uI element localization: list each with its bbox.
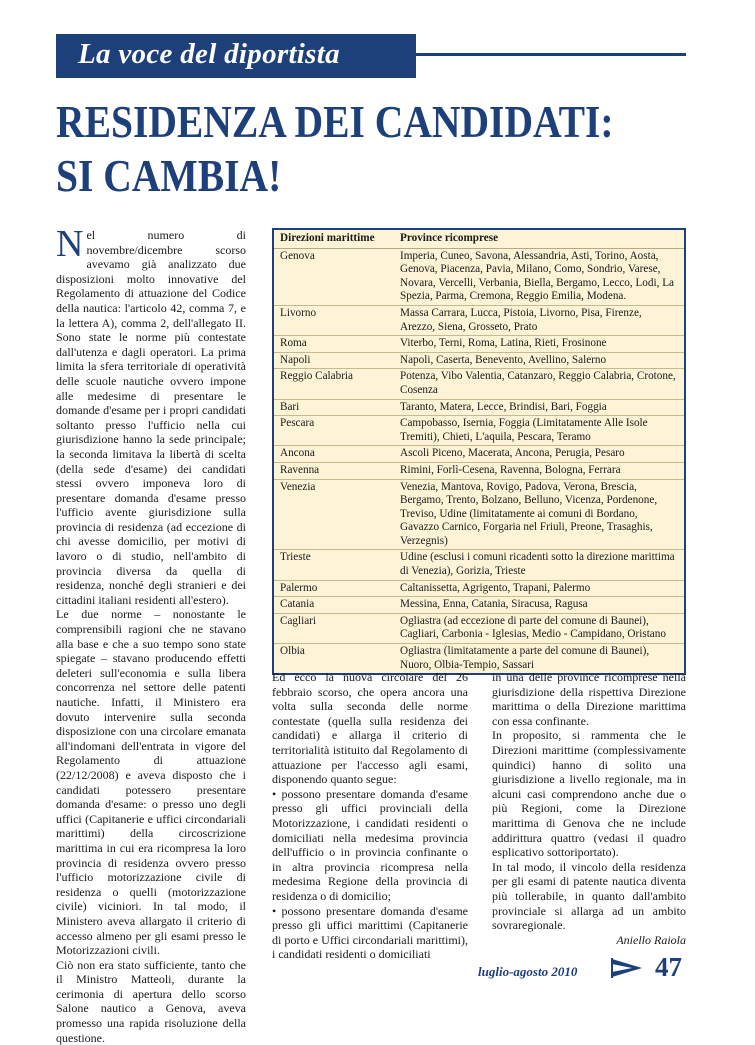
provinces-cell: Messina, Enna, Catania, Siracusa, Ragusa xyxy=(394,597,685,614)
table-row xyxy=(273,462,685,479)
provinces-cell: Venezia, Mantova, Rovigo, Padova, Verona, Brescia, Bergamo, Trento, Bolzano, Belluno, Vicenza, Pordenone, Treviso, Udine (limitatamente ai comuni di Bordano, Gavazzo Carnico, Forgaria nel Friuli, Preone, Trasaghis, Verzegnis) xyxy=(394,479,685,550)
table-row xyxy=(273,479,685,550)
headline-line-2: SI CAMBIA! xyxy=(56,150,282,201)
directorate-cell: Venezia xyxy=(273,479,394,550)
provinces-cell: Imperia, Cuneo, Savona, Alessandria, Asti, Torino, Aosta, Genova, Piacenza, Pavia, Milano, Como, Sondrio, Varese, Novara, Vercelli, Verbania, Biella, Bergamo, Lecco, Lodi, La Spezia, Parma, Cremona, Reggio Emilia, Modena. xyxy=(394,248,685,305)
provinces-cell: Campobasso, Isernia, Foggia (Limitatamente Alle Isole Tremiti), Chieti, L'aquila, Pescara, Teramo xyxy=(394,416,685,446)
table-row xyxy=(273,352,685,369)
paragraph-text: el numero di novembre/dicembre scorso avevamo già analizzato due disposizioni molto innovative del Regolamento di attuazione del Codice della nautica: l'articolo 42, comma 7, e la lettera A), comma 2, dell'allegato II. Sono state le norme più contestate dall'utenza e dagli operatori. La prima limita la sfera territoriale di operatività delle scuole nautiche ovvero impone alle medesime di presentare le domande d'esame per i propri candidati soltanto presso l'ufficio nella cui giurisdizione hanno la sede principale; la seconda limitava la libertà di scelta (della sede d'esame) dei candidati stessi ovvero imponeva loro di presentare domanda d'esame presso l'ufficio avente giurisdizione sulla provincia di residenza (ad eccezione di chi avesse domicilio, per motivi di lavoro o di studio, nell'ambito di provincia diversa da quella di residenza, nonché degli stranieri e dei cittadini italiani residenti all'estero). xyxy=(56,228,246,607)
directorate-cell: Reggio Calabria xyxy=(273,369,394,399)
headline-line-1: RESIDENZA DEI CANDIDATI: xyxy=(56,96,614,147)
table-row xyxy=(273,580,685,597)
paragraph: in una delle province ricomprese nella giurisdizione della rispettiva Direzione marittima o della Direzione marittima con essa confinante. xyxy=(492,670,686,728)
section-banner xyxy=(56,34,416,78)
provinces-cell: Udine (esclusi i comuni ricadenti sotto la direzione marittima di Venezia), Gorizia, Trieste xyxy=(394,550,685,580)
headline xyxy=(56,95,614,203)
table-row xyxy=(273,369,685,399)
provinces-cell: Ogliastra (limitatamente a parte del comune di Baunei), Nuoro, Olbia-Tempio, Sassari xyxy=(394,644,685,675)
provinces-cell: Caltanissetta, Agrigento, Trapani, Palermo xyxy=(394,580,685,597)
directorate-cell: Catania xyxy=(273,597,394,614)
table-row xyxy=(273,613,685,643)
drop-cap: N xyxy=(56,223,84,265)
directorate-cell: Bari xyxy=(273,399,394,416)
directorate-cell: Trieste xyxy=(273,550,394,580)
directorate-cell: Livorno xyxy=(273,305,394,335)
header-directorates: Direzioni marittime xyxy=(273,229,394,248)
provinces-cell: Taranto, Matera, Lecce, Brindisi, Bari, Foggia xyxy=(394,399,685,416)
bullet-paragraph: • possono presentare domanda d'esame presso gli uffici provinciali della Motorizzazione, i candidati residenti o domiciliati nella medesima provincia dell'ufficio o in provincia confinante o in altra provincia ricompresa nella medesima Regione della provincia di residenza o di domicilio; xyxy=(272,786,468,903)
table-row xyxy=(273,248,685,305)
paragraph: Ciò non era stato sufficiente, tanto che il Ministro Matteoli, durante la cerimonia di apertura dello scorso Salone nautico a Genova, aveva promesso una rapida risoluzione della questione. xyxy=(56,957,246,1045)
provinces-cell: Viterbo, Terni, Roma, Latina, Rieti, Frosinone xyxy=(394,336,685,353)
maritime-directorates-table xyxy=(272,228,686,675)
provinces-cell: Potenza, Vibo Valentia, Catanzaro, Reggio Calabria, Crotone, Cosenza xyxy=(394,369,685,399)
provinces-cell: Rimini, Forlì-Cesena, Ravenna, Bologna, Ferrara xyxy=(394,462,685,479)
provinces-cell: Ogliastra (ad eccezione di parte del comune di Baunei), Cagliari, Carbonia - Iglesias, Medio - Campidano, Oristano xyxy=(394,613,685,643)
pennant-flag-icon xyxy=(610,957,644,979)
banner-rule xyxy=(416,53,686,56)
directorate-cell: Ravenna xyxy=(273,462,394,479)
page-number: 47 xyxy=(655,952,682,982)
paragraph xyxy=(56,223,246,607)
provinces-cell: Ascoli Piceno, Macerata, Ancona, Perugia, Pesaro xyxy=(394,446,685,463)
table-row xyxy=(273,305,685,335)
issue-date: luglio-agosto 2010 xyxy=(478,964,578,979)
paragraph: Le due norme – nonostante le comprensibili ragioni che ne stavano alla base e che a suo tempo sono state spiegate – stavano producendo effetti deleteri sull'economia e sulla libera concorrenza nel settore delle patenti nautiche. Infatti, il Ministero era dovuto intervenire sulla seconda disposizione con una circolare emanata all'indomani dell'entrata in vigore del Regolamento di attuazione (22/12/2008) e aveva disposto che i candidati potessero presentare domanda d'esame: o presso uno degli uffici (Capitanerie e uffici circondariali marittimi) della circoscrizione marittima in cui era ricompresa la loro provincia di residenza ovvero presso l'ufficio motorizzazione civile di residenza o quelli (motorizzazione civile) viciniori. In tal modo, il Ministero aveva allargato il criterio di accesso almeno per gli esami presso le Motorizzazioni civili. xyxy=(56,607,246,958)
directorate-cell: Ancona xyxy=(273,446,394,463)
table-row xyxy=(273,399,685,416)
table-header-row xyxy=(273,229,685,248)
directorate-cell: Palermo xyxy=(273,580,394,597)
table-row xyxy=(273,336,685,353)
paragraph: In tal modo, il vincolo della residenza per gli esami di patente nautica diventa più tollerabile, in quanto dall'ambito provinciale si allarga ad un ambito sovraregionale. xyxy=(492,859,686,933)
bullet-paragraph: • possono presentare domanda d'esame presso gli uffici marittimi (Capitanerie di porto e Uffici circondariali marittimi), i candidati residenti o domiciliati xyxy=(272,903,468,962)
header-provinces: Province ricomprese xyxy=(394,229,685,248)
column-2 xyxy=(272,670,468,962)
author-signature: Aniello Raiola xyxy=(616,932,686,947)
column-1 xyxy=(56,223,246,1045)
table-row xyxy=(273,446,685,463)
directorate-cell: Cagliari xyxy=(273,613,394,643)
directorate-cell: Napoli xyxy=(273,352,394,369)
provinces-cell: Napoli, Caserta, Benevento, Avellino, Salerno xyxy=(394,352,685,369)
table-row xyxy=(273,597,685,614)
section-label: La voce del diportista xyxy=(78,38,340,70)
table-row xyxy=(273,550,685,580)
directorate-cell: Roma xyxy=(273,336,394,353)
directorate-cell: Olbia xyxy=(273,644,394,675)
column-3 xyxy=(492,670,686,947)
directorate-cell: Pescara xyxy=(273,416,394,446)
directorate-cell: Genova xyxy=(273,248,394,305)
paragraph: In proposito, si rammenta che le Direzioni marittime (complessivamente quindici) hanno di solito una giurisdizione a livello regionale, ma in alcuni casi comprendono anche due o più Regioni, come la Direzione marittima di Genova che ne include addirittura quattro (vedasi il quadro esplicativo sottoriportato). xyxy=(492,728,686,860)
provinces-cell: Massa Carrara, Lucca, Pistoia, Livorno, Pisa, Firenze, Arezzo, Siena, Grosseto, Prato xyxy=(394,305,685,335)
paragraph: Ed ecco la nuova circolare del 26 febbraio scorso, che opera ancora una volta sulla seconda delle norme contestate (quella sulla residenza dei candidati) e allarga il criterio di territorialità istituito dal Regolamento di attuazione per l'accesso agli esami, disponendo quanto segue: xyxy=(272,670,468,787)
table-row xyxy=(273,416,685,446)
